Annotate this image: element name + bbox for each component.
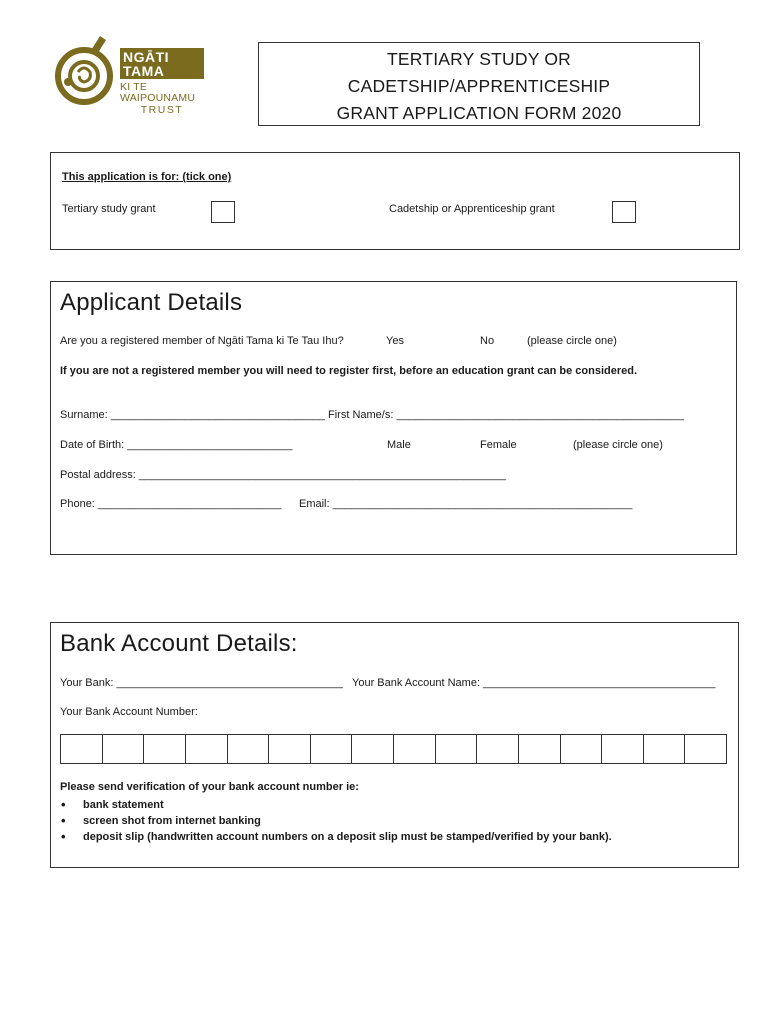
account-digit-box[interactable] — [228, 735, 270, 763]
register-note: If you are not a registered member you will need to register first, before an education grant can be considered. — [60, 365, 638, 377]
trust-logo — [54, 34, 204, 116]
account-digit-box[interactable] — [144, 735, 186, 763]
bank-account-number-grid — [60, 734, 727, 764]
member-circle-note: (please circle one) — [527, 335, 617, 347]
logo-line-1: NGĀTI TAMA — [120, 48, 204, 79]
form-title-box — [258, 42, 700, 126]
account-digit-box[interactable] — [602, 735, 644, 763]
tertiary-grant-label: Tertiary study grant — [62, 203, 156, 215]
tertiary-grant-checkbox[interactable] — [211, 201, 235, 223]
logo-line-2: KI TE WAIPOUNAMU — [120, 81, 196, 104]
verification-heading: Please send verification of your bank account number ie: — [60, 781, 359, 793]
application-type-section — [50, 152, 740, 250]
account-digit-box[interactable] — [436, 735, 478, 763]
gender-circle-note: (please circle one) — [573, 439, 663, 451]
account-digit-box[interactable] — [394, 735, 436, 763]
account-digit-box[interactable] — [352, 735, 394, 763]
member-no-option[interactable]: No — [480, 335, 495, 347]
account-digit-box[interactable] — [269, 735, 311, 763]
logo-line-3: TRUST — [140, 104, 184, 116]
gender-male-option[interactable]: Male — [387, 439, 411, 451]
title-line-1: TERTIARY STUDY OR — [387, 49, 571, 69]
email-field[interactable]: Email: _________________________________________________ — [299, 498, 633, 510]
applicant-details-heading: Applicant Details — [60, 289, 243, 316]
application-type-heading: This application is for: (tick one) — [62, 171, 232, 183]
cadetship-grant-checkbox[interactable] — [612, 201, 636, 223]
bank-account-number-label: Your Bank Account Number: — [60, 706, 198, 718]
account-digit-box[interactable] — [561, 735, 603, 763]
list-item: • bank statement — [60, 797, 612, 813]
postal-address-field[interactable]: Postal address: ____________________________________________________________ — [60, 469, 506, 481]
account-digit-box[interactable] — [519, 735, 561, 763]
title-line-3: GRANT APPLICATION FORM 2020 — [336, 103, 622, 123]
phone-field[interactable]: Phone: ______________________________ — [60, 498, 282, 510]
trust-name — [120, 48, 204, 116]
bank-details-heading: Bank Account Details: — [60, 630, 298, 657]
bank-name-field[interactable]: Your Bank: _____________________________________ — [60, 677, 343, 689]
verification-list — [60, 797, 612, 845]
list-item: • screen shot from internet banking — [60, 813, 612, 829]
account-digit-box[interactable] — [103, 735, 145, 763]
account-digit-box[interactable] — [644, 735, 686, 763]
first-name-field[interactable]: First Name/s: _______________________________________________ — [328, 409, 684, 421]
account-digit-box[interactable] — [186, 735, 228, 763]
account-digit-box[interactable] — [311, 735, 353, 763]
account-digit-box[interactable] — [685, 735, 726, 763]
account-digit-box[interactable] — [61, 735, 103, 763]
date-of-birth-field[interactable]: Date of Birth: ___________________________ — [60, 439, 293, 451]
gender-female-option[interactable]: Female — [480, 439, 517, 451]
member-yes-option[interactable]: Yes — [386, 335, 404, 347]
member-question: Are you a registered member of Ngāti Tama ki Te Tau Ihu? — [60, 335, 344, 347]
bank-account-name-field[interactable]: Your Bank Account Name: ______________________________________ — [352, 677, 716, 689]
hei-matau-emblem-icon — [54, 34, 118, 106]
surname-field[interactable]: Surname: ___________________________________ — [60, 409, 325, 421]
account-digit-box[interactable] — [477, 735, 519, 763]
title-line-2: CADETSHIP/APPRENTICESHIP — [347, 76, 611, 96]
cadetship-grant-label: Cadetship or Apprenticeship grant — [389, 203, 555, 215]
list-item: • deposit slip (handwritten account numbers on a deposit slip must be stamped/verified by your bank). — [60, 829, 612, 845]
